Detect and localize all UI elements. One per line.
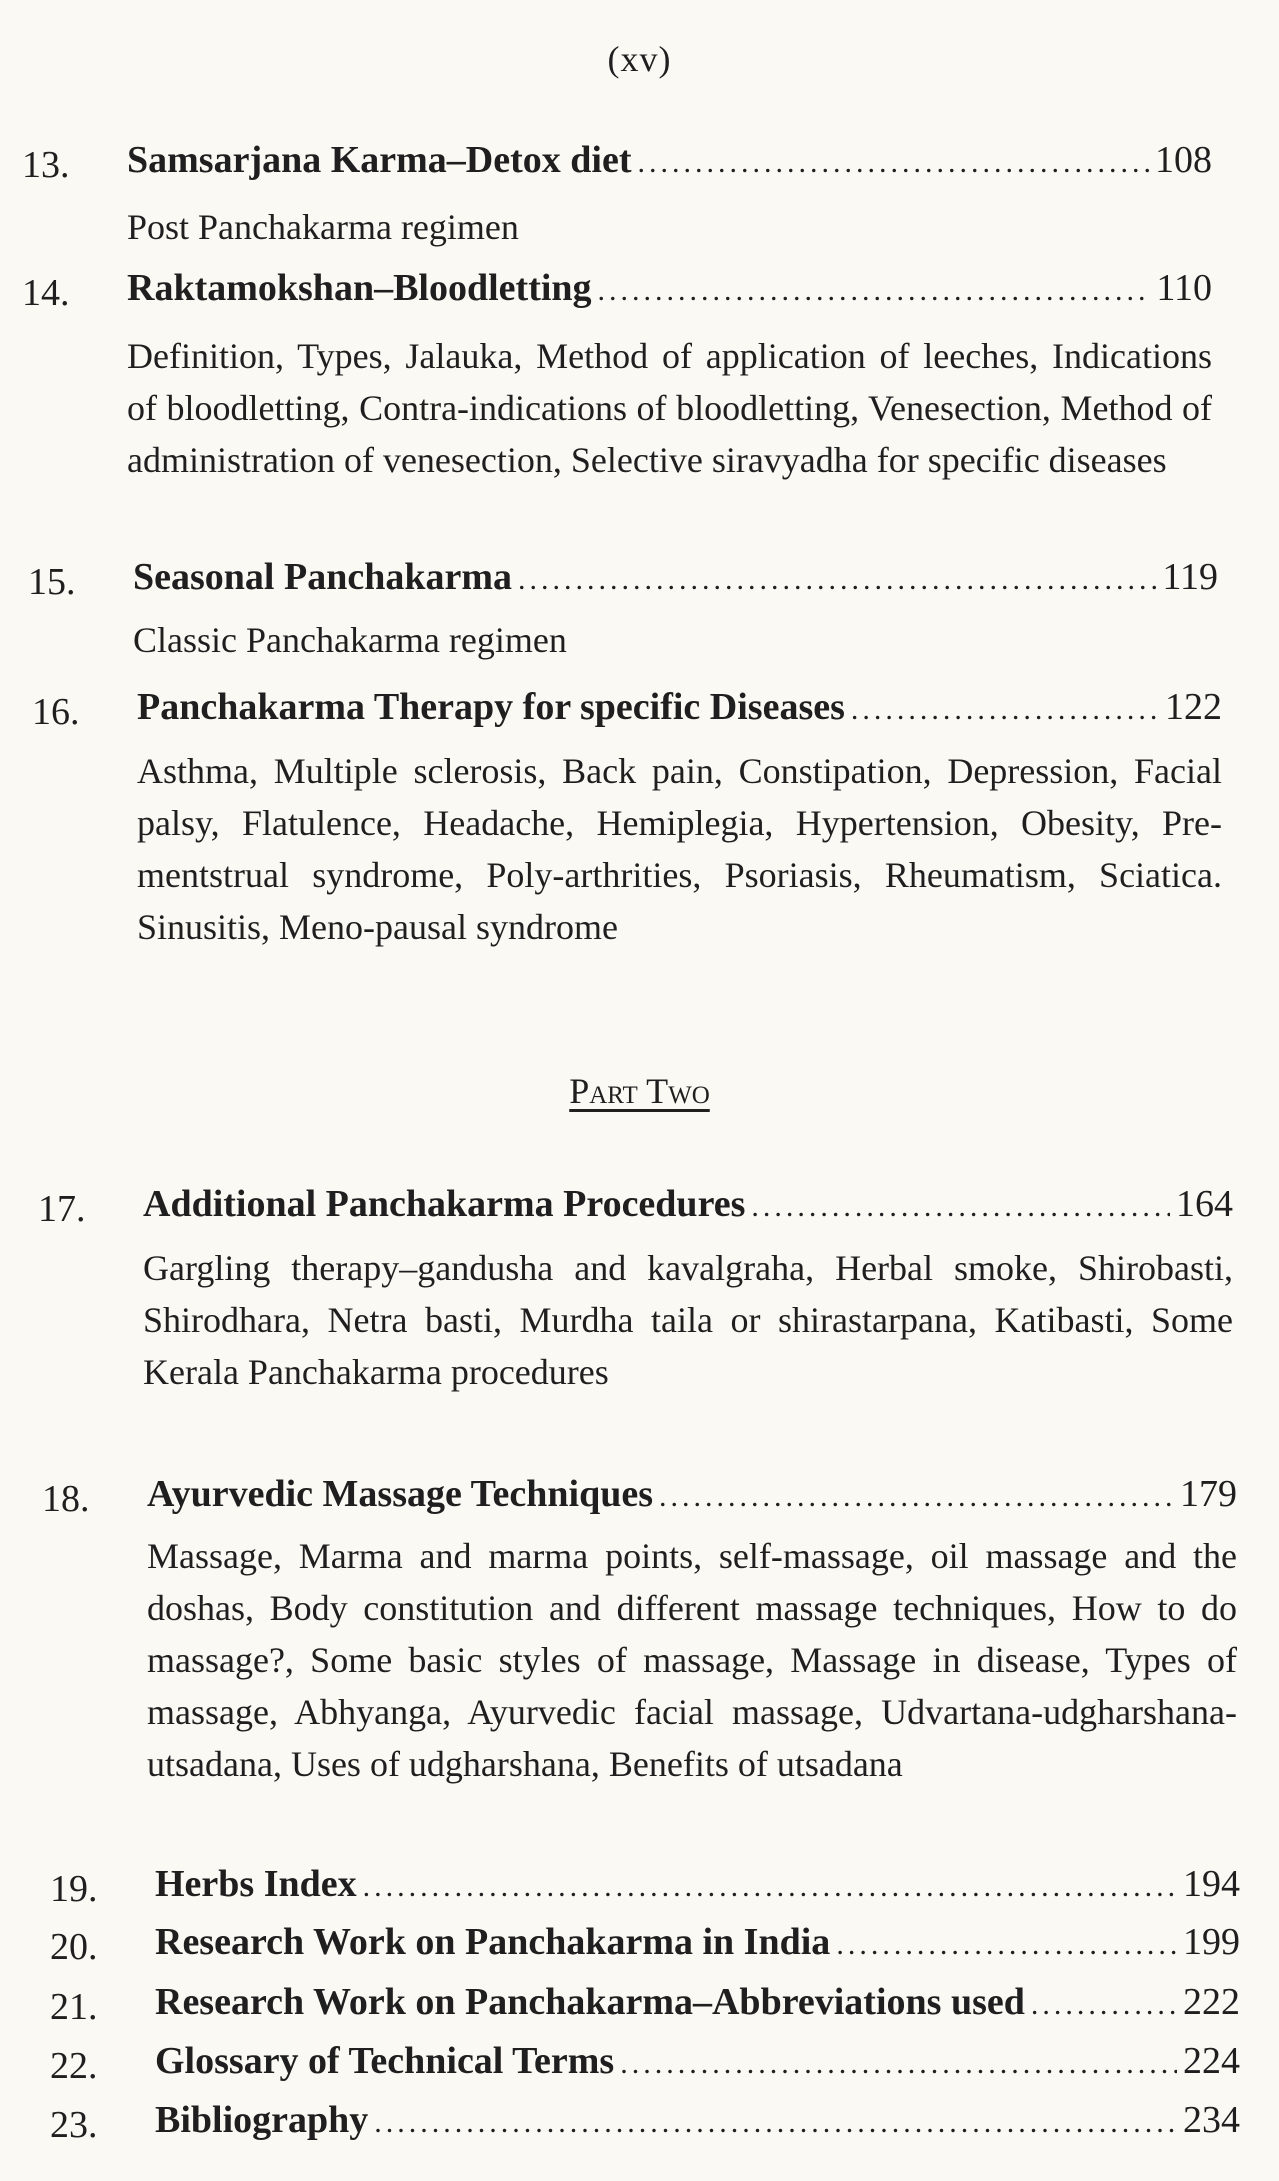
dot-leader xyxy=(374,2106,1177,2140)
entry-page-number: 164 xyxy=(1176,1183,1233,1225)
entry-description: Asthma, Multiple sclerosis, Back pain, Constipation, Depression, Facial palsy, Flatulence, Headache, Hemiplegia, Hypertension, Obesity, Pre-mentstrual syndrome, Poly-arthrities, Psoriasis, Rheumatism, Sciatica. Sinusitis, Meno-pausal syndrome xyxy=(137,751,1222,947)
entry-heading-row xyxy=(155,1862,1240,1906)
dot-leader xyxy=(598,274,1151,308)
entry-page-number: 222 xyxy=(1183,1981,1240,2023)
entry-page-number: 110 xyxy=(1156,267,1212,309)
entry-number: 15. xyxy=(28,561,76,603)
entry-title: Research Work on Panchakarma in India xyxy=(155,1921,831,1963)
entry-title: Samsarjana Karma–Detox diet xyxy=(127,139,632,181)
entry-heading-row xyxy=(155,1980,1240,2024)
entry-title: Glossary of Technical Terms xyxy=(155,2040,615,2082)
entry-heading-row xyxy=(127,266,1212,310)
entry-description: Definition, Types, Jalauka, Method of application of leeches, Indications of bloodletting, Contra-indications of bloodletting, Venesection, Method of administration of venesection, Selective siravyadha for specific diseases xyxy=(127,336,1212,480)
entry-heading-row xyxy=(127,138,1212,182)
dot-leader xyxy=(851,693,1159,727)
entry-page-number: 108 xyxy=(1155,139,1212,181)
entry-description: Classic Panchakarma regimen xyxy=(133,620,567,660)
entry-heading-row xyxy=(155,2098,1240,2142)
entry-number: 20. xyxy=(50,1926,98,1968)
dot-leader xyxy=(1031,1988,1177,2022)
entry-title: Ayurvedic Massage Techniques xyxy=(147,1473,654,1515)
entry-page-number: 199 xyxy=(1183,1921,1240,1963)
entry-title: Seasonal Panchakarma xyxy=(133,556,512,598)
entry-title: Panchakarma Therapy for specific Diseases xyxy=(137,686,845,728)
entry-heading-row xyxy=(143,1182,1233,1226)
entry-page-number: 179 xyxy=(1180,1473,1237,1515)
page-folio: (xv) xyxy=(607,39,672,79)
entry-heading-row xyxy=(147,1472,1237,1516)
entry-page-number: 119 xyxy=(1162,556,1218,598)
entry-number: 16. xyxy=(32,691,80,733)
entry-number: 17. xyxy=(38,1188,86,1230)
entry-number: 22. xyxy=(50,2045,98,2087)
dot-leader xyxy=(518,563,1156,597)
entry-number: 23. xyxy=(50,2104,98,2146)
entry-page-number: 122 xyxy=(1165,686,1222,728)
entry-heading-row xyxy=(137,685,1222,729)
entry-page-number: 194 xyxy=(1183,1863,1240,1905)
part-two-heading: Part Two xyxy=(569,1071,710,1111)
entry-number: 21. xyxy=(50,1986,98,2028)
dot-leader xyxy=(659,1480,1174,1514)
entry-page-number: 224 xyxy=(1183,2040,1240,2082)
dot-leader xyxy=(620,2047,1177,2081)
entry-page-number: 234 xyxy=(1183,2099,1240,2141)
entry-description: Gargling therapy–gandusha and kavalgraha, Herbal smoke, Shirobasti, Shirodhara, Netra basti, Murdha taila or shirastarpana, Katibasti, Some Kerala Panchakarma procedures xyxy=(143,1248,1233,1392)
entry-number: 19. xyxy=(50,1868,98,1910)
entry-heading-row xyxy=(155,2039,1240,2083)
entry-title: Research Work on Panchakarma–Abbreviations used xyxy=(155,1981,1025,2023)
entry-title: Raktamokshan–Bloodletting xyxy=(127,267,592,309)
dot-leader xyxy=(836,1928,1177,1962)
entry-title: Herbs Index xyxy=(155,1863,357,1905)
dot-leader xyxy=(363,1870,1177,1904)
entry-number: 13. xyxy=(22,144,70,186)
entry-description: Post Panchakarma regimen xyxy=(127,207,519,247)
entry-number: 14. xyxy=(22,272,70,314)
entry-heading-row xyxy=(133,555,1218,599)
entry-number: 18. xyxy=(42,1478,90,1520)
entry-heading-row xyxy=(155,1920,1240,1964)
dot-leader xyxy=(637,146,1149,180)
dot-leader xyxy=(751,1190,1170,1224)
entry-title: Bibliography xyxy=(155,2099,369,2141)
entry-title: Additional Panchakarma Procedures xyxy=(143,1183,746,1225)
entry-description: Massage, Marma and marma points, self-massage, oil massage and the doshas, Body constitution and different massage techniques, How to do massage?, Some basic styles of massage, Massage in disease, Types of massage, Abhyanga, Ayurvedic facial massage, Udvartana-udgharshana-utsadana, Uses of udgharshana, Benefits of utsadana xyxy=(147,1536,1237,1784)
